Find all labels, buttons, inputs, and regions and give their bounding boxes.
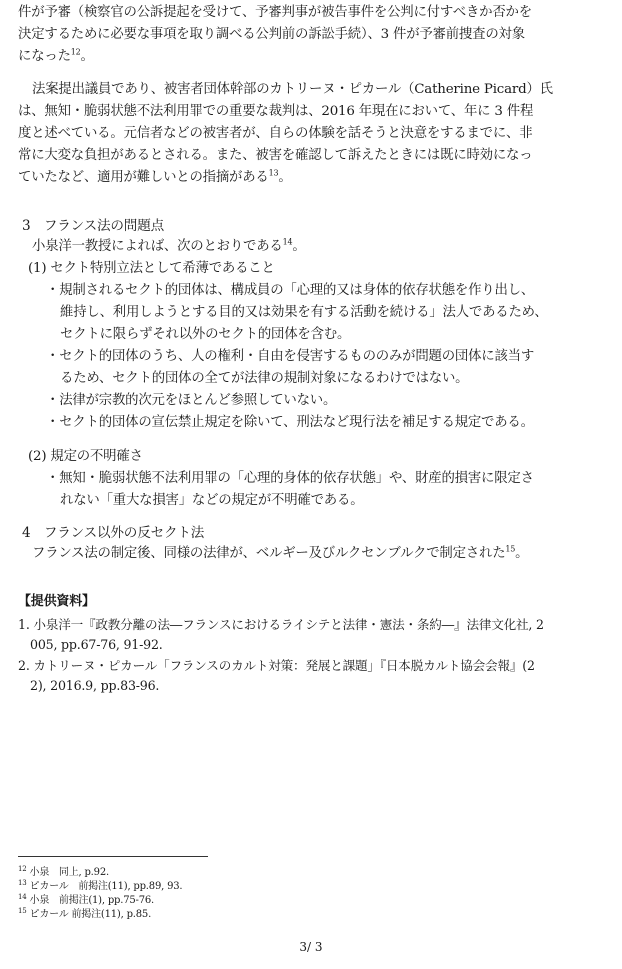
paragraph-1-line-1: 件が予審（検察官の公訴提起を受けて、予審判事が被告事件を公判に付すべきか否かを: [18, 5, 532, 20]
footnote-number: 14: [18, 892, 27, 901]
paragraph-1-text: になった: [18, 49, 71, 64]
paragraph-2-line-1: 法案提出議員であり、被害者団体幹部のカトリーヌ・ピカール（Catherine Picard）氏: [32, 82, 553, 97]
footnote-number: 13: [18, 878, 27, 887]
footnote-14: [18, 894, 154, 908]
section-4-text: [32, 543, 528, 565]
footnote-text: 小泉 同上, p.92.: [29, 867, 109, 878]
paragraph-2-line-2: は、無知・脆弱状態不法利用罪での重要な裁判は、2016 年現在において、年に 3 件程: [18, 104, 534, 119]
subsection-2-heading: (2) 規定の不明確さ: [28, 449, 143, 464]
footnote-15: [18, 908, 151, 922]
footnote-ref-12: 12: [70, 47, 81, 57]
paragraph-1-line-3: [18, 46, 94, 68]
subsection-1-bullet-2-line-1: ・セクト的団体のうち、人の権利・自由を侵害するもののみが問題の団体に該当す: [46, 349, 535, 364]
subsection-1-bullet-2-line-2: るため、セクト的団体の全てが法律の規制対象になるわけではない。: [60, 371, 469, 386]
section-3-intro-text: 小泉洋一教授によれば、次のとおりである: [32, 239, 283, 254]
subsection-1-bullet-1-line-3: セクトに限らずそれ以外のセクト的団体を含む。: [60, 327, 351, 342]
subsection-1-heading: (1) セクト特別立法として希薄であること: [28, 261, 275, 276]
footnote-ref-14: 14: [282, 237, 293, 247]
paragraph-2-line-5: [18, 167, 292, 189]
footnote-divider: [18, 856, 208, 857]
paragraph-2-text: ていたなど、適用が難しいとの指摘がある: [18, 170, 269, 185]
section-4-end: 。: [515, 546, 529, 561]
footnote-12: [18, 866, 109, 880]
material-1-line-1: 1. 小泉洋一『政教分離の法―フランスにおけるライシテと法律・憲法・条約―』法律文化社, 2: [18, 617, 544, 632]
footnote-ref-15: 15: [505, 544, 516, 554]
material-1-line-2: 005, pp.67-76, 91-92.: [30, 637, 163, 652]
page-number: 3/ 3: [299, 940, 323, 954]
section-3-heading: 3 フランス法の問題点: [22, 218, 164, 234]
subsection-2-bullet-1-line-2: れない「重大な損害」などの規定が不明確である。: [60, 493, 364, 508]
subsection-1-bullet-1-line-2: 維持し、利用しようとする目的又は効果を有する活動を続ける」法人であるため、: [60, 305, 548, 320]
material-2-line-2: 2), 2016.9, pp.83-96.: [30, 678, 160, 693]
footnote-13: [18, 880, 182, 894]
section-4-body: フランス法の制定後、同様の法律が、ベルギー及びルクセンブルクで制定された: [32, 546, 506, 561]
paragraph-2-end: 。: [278, 170, 292, 185]
section-4-heading: 4 フランス以外の反セクト法: [22, 525, 205, 541]
paragraph-1-line-2: 決定するために必要な事項を取り調べる公判前の訴訟手続）、3 件が予審前捜査の対象: [18, 27, 525, 42]
footnote-ref-13: 13: [268, 168, 279, 178]
footnote-text: ピカール 前掲注(11), pp.89, 93.: [29, 881, 183, 892]
footnote-number: 12: [18, 864, 27, 873]
footnote-text: 小泉 前掲注(1), pp.75-76.: [29, 895, 155, 906]
footnote-number: 15: [18, 906, 27, 915]
material-2-line-1: 2. カトリーヌ・ピカール「フランスのカルト対策：発展と課題」『日本脱カルト協会会報』(2: [18, 658, 535, 673]
paragraph-2-line-3: 度と述べている。元信者などの被害者が、自らの体験を話そうと決意をするまでに、非: [18, 126, 533, 141]
materials-heading: 【提供資料】: [18, 594, 95, 609]
section-3-intro: [32, 236, 306, 258]
paragraph-1-end: 。: [80, 49, 94, 64]
footnote-text: ピカール 前掲注(11), p.85.: [29, 909, 152, 920]
subsection-1-bullet-1-line-1: ・規制されるセクト的団体は、構成員の「心理的又は身体的依存状態を作り出し、: [46, 283, 535, 298]
subsection-1-bullet-3: ・法律が宗教的次元をほとんど参照していない。: [46, 393, 337, 408]
subsection-1-bullet-4: ・セクト的団体の宣伝禁止規定を除いて、刑法など現行法を補足する規定である。: [46, 415, 534, 430]
paragraph-2-line-4: 常に大変な負担があるとされる。また、被害を確認して訴えたときには既に時効になっ: [18, 148, 533, 163]
subsection-2-bullet-1-line-1: ・無知・脆弱状態不法利用罪の「心理的身体的依存状態」や、財産的損害に限定さ: [46, 471, 534, 486]
section-3-intro-end: 。: [292, 239, 306, 254]
